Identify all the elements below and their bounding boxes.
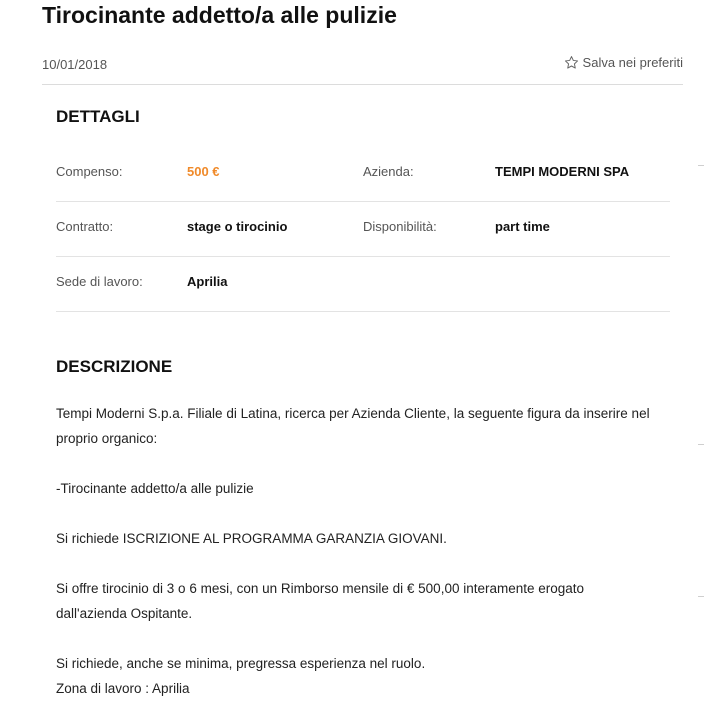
azienda-label: Azienda:	[363, 164, 414, 179]
edge-divider	[698, 596, 704, 597]
description-paragraph: Tempi Moderni S.p.a. Filiale di Latina, ricerca per Azienda Cliente, la seguente figura da inserire nel proprio organico:	[56, 406, 650, 446]
compenso-value: 500 €	[187, 164, 220, 179]
star-outline-icon	[564, 55, 579, 70]
compenso-label: Compenso:	[56, 164, 123, 179]
description-heading: DESCRIZIONE	[56, 357, 173, 376]
detail-row	[56, 201, 670, 257]
description-paragraph: Zona di lavoro : Aprilia	[56, 681, 190, 696]
contratto-label: Contratto:	[56, 219, 114, 234]
description-body	[56, 401, 656, 701]
detail-row	[56, 256, 670, 312]
job-title: Tirocinante addetto/a alle pulizie	[42, 2, 397, 28]
disponibilita-value: part time	[495, 219, 550, 234]
description-paragraph: Si offre tirocinio di 3 o 6 mesi, con un Rimborso mensile di € 500,00 interamente erogato dall'azienda Ospitante.	[56, 581, 585, 621]
disponibilita-label: Disponibilità:	[363, 219, 437, 234]
description-paragraph: -Tirocinante addetto/a alle pulizie	[56, 481, 254, 496]
detail-row	[56, 146, 670, 202]
save-favorite-label: Salva nei preferiti	[582, 55, 683, 70]
sede-value: Aprilia	[187, 274, 228, 289]
contratto-value: stage o tirocinio	[187, 219, 288, 234]
description-paragraph: Si richiede ISCRIZIONE AL PROGRAMMA GARANZIA GIOVANI.	[56, 531, 447, 546]
details-heading: DETTAGLI	[56, 107, 140, 126]
sede-label: Sede di lavoro:	[56, 274, 143, 289]
header-divider	[42, 84, 683, 85]
azienda-value: TEMPI MODERNI SPA	[495, 164, 630, 179]
edge-divider	[698, 165, 704, 166]
publish-date: 10/01/2018	[42, 57, 108, 72]
edge-divider	[698, 444, 704, 445]
description-paragraph: Si richiede, anche se minima, pregressa esperienza nel ruolo.	[56, 656, 426, 671]
save-favorite-button[interactable]	[564, 55, 683, 70]
